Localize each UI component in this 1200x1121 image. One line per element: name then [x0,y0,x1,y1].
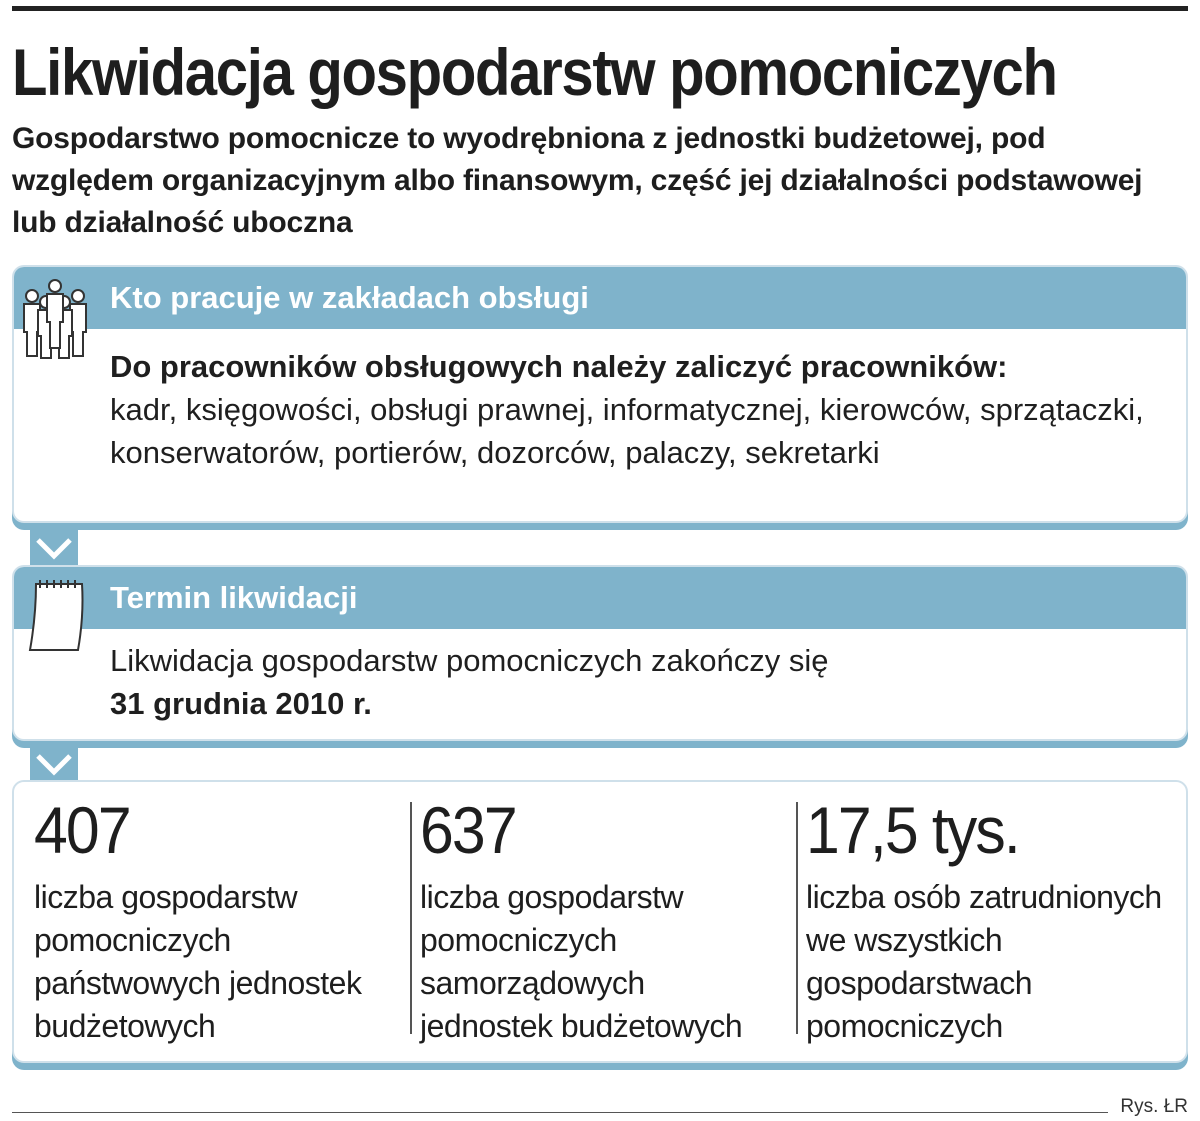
stat-value: 17,5 tys. [806,793,1019,867]
page-title: Likwidacja gospodarstw pomocniczych [12,35,1057,109]
deadline-section-heading: Termin likwidacji [14,567,1186,629]
staff-section-heading: Kto pracuje w zakładach obsługi [14,267,1186,329]
stat-line: budżetowych [34,1008,216,1044]
stat-local-units [420,794,742,1048]
stat-line: samorządowych [420,965,645,1001]
stat-line: pomocniczych [806,1008,1003,1044]
bottom-rule [12,1112,1108,1113]
chevron-down-icon [30,530,78,566]
stat-line: liczba gospodarstw [34,879,298,915]
stat-line: pomocniczych [34,922,231,958]
stat-employees [806,794,1162,1048]
divider [796,802,798,1034]
stat-line: pomocniczych [420,922,617,958]
stat-line: we wszystkich [806,922,1003,958]
staff-section-body [14,329,1186,486]
stat-description [420,876,742,1048]
notepad-icon [22,576,92,656]
lead-paragraph: Gospodarstwo pomocnicze to wyodrębniona z jednostki budżetowej, pod względem organizacyjnym albo finansowym, część jej działalności podstawowej lub działalność uboczna [12,122,1143,239]
stat-description [34,876,361,1048]
stat-state-units [34,794,361,1048]
deadline-section-body [14,629,1186,737]
deadline-date: 31 grudnia 2010 r. [110,686,372,721]
chevron-down-icon [30,746,78,782]
credit: Rys. ŁR [1120,1096,1188,1117]
people-icon [18,278,92,362]
deadline-text: Likwidacja gospodarstw pomocniczych zakończy się [110,643,829,678]
stat-value: 637 [420,793,516,867]
stat-line: liczba osób zatrudnionych [806,879,1162,915]
stat-description [806,876,1162,1048]
stat-line: państwowych jednostek [34,965,362,1001]
deadline-section [12,565,1188,741]
staff-section [12,265,1188,523]
staff-intro: Do pracowników obsługowych należy zaliczyć pracowników: [110,349,1008,384]
stat-line: gospodarstwach [806,965,1033,1001]
top-rule [12,6,1188,11]
stats-panel [12,780,1188,1063]
stat-line: liczba gospodarstw [420,879,684,915]
divider [410,802,412,1034]
stat-value: 407 [34,793,130,867]
staff-list: kadr, księgowości, obsługi prawnej, informatycznej, kierowców, sprzątaczki, konserwatorów, portierów, dozorców, palaczy, sekretarki [110,392,1144,470]
stat-line: jednostek budżetowych [420,1008,743,1044]
